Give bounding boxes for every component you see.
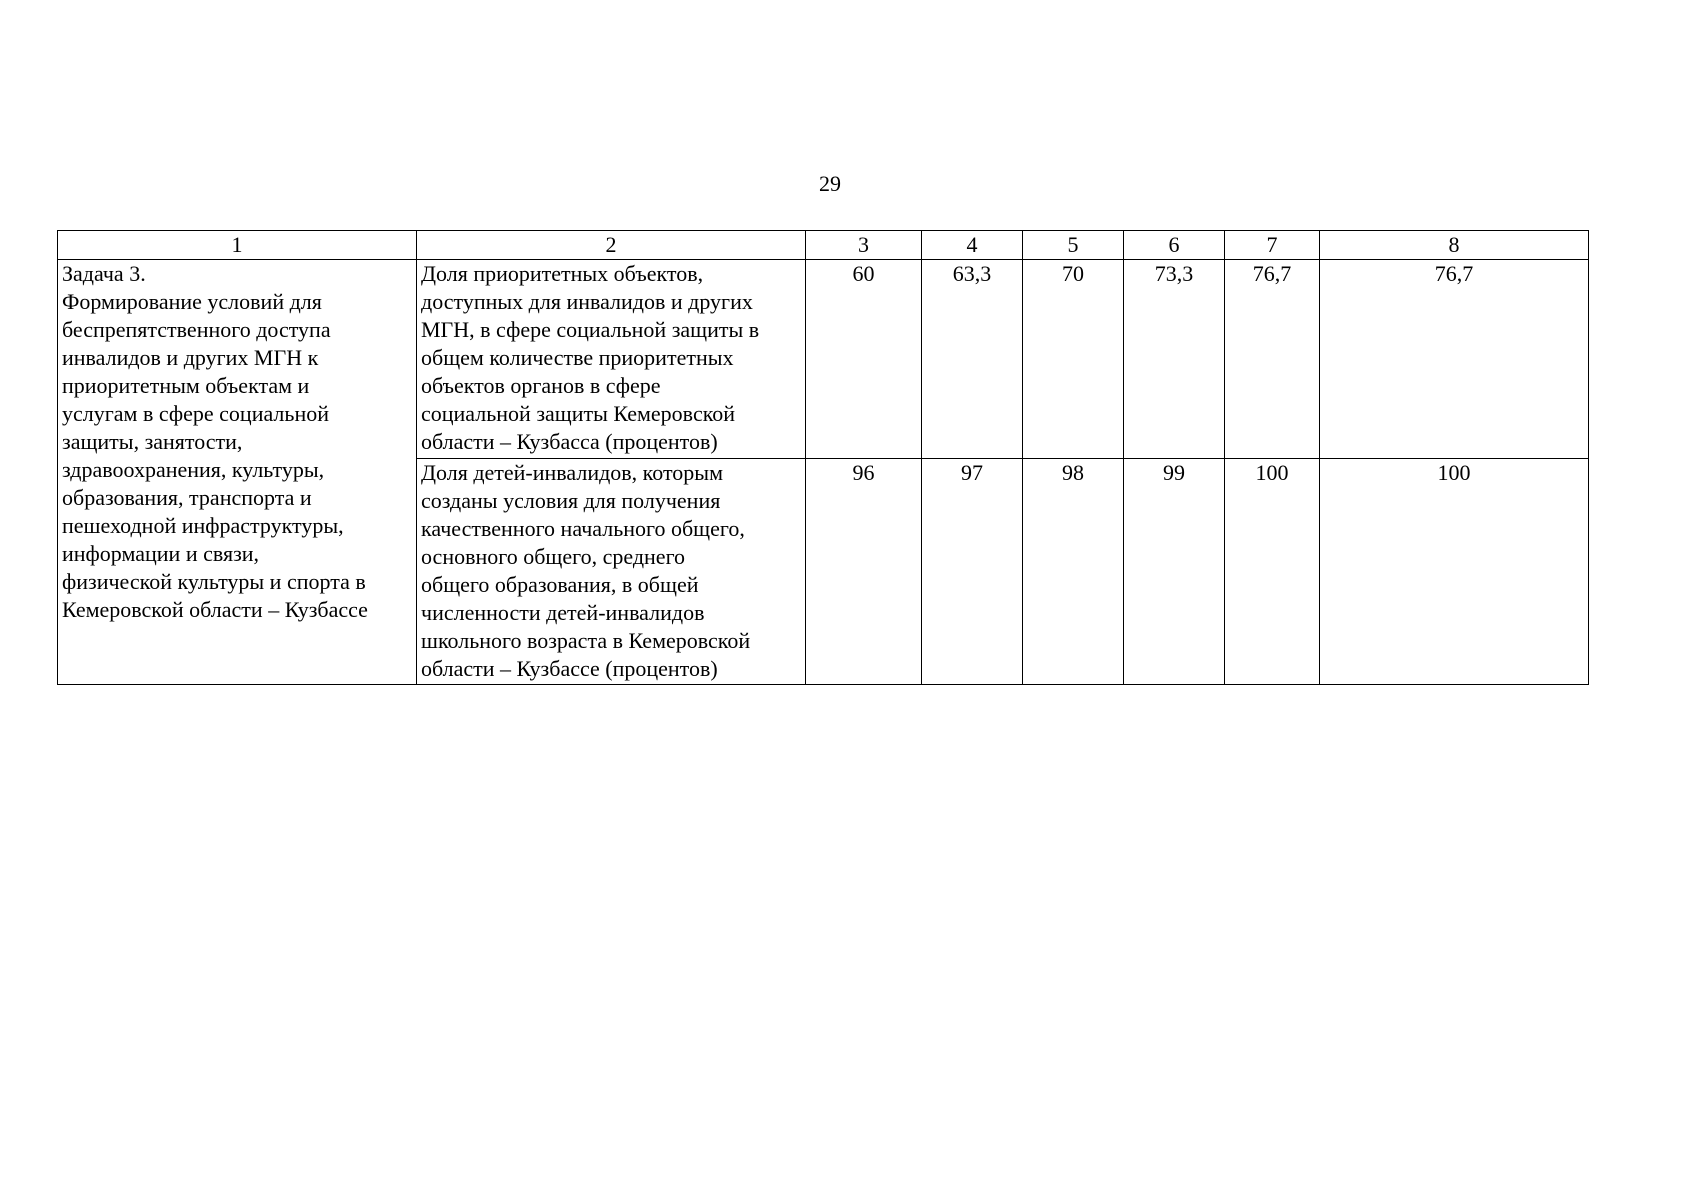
value-cell: 98 <box>1023 459 1124 685</box>
column-number-2: 2 <box>417 231 806 260</box>
table-row <box>58 260 1589 459</box>
column-number-1: 1 <box>58 231 417 260</box>
column-number-7: 7 <box>1225 231 1320 260</box>
column-number-6: 6 <box>1124 231 1225 260</box>
indicators-table <box>57 230 1589 685</box>
value-cell: 76,7 <box>1225 260 1320 459</box>
column-number-5: 5 <box>1023 231 1124 260</box>
column-number-4: 4 <box>922 231 1023 260</box>
indicator-description: Доля приоритетных объектов, доступных для инвалидов и других МГН, в сфере социальной защиты в общем количестве приоритетных объектов органов в сфере социальной защиты Кемеровской области – Кузбасса (процентов) <box>417 260 806 459</box>
value-cell: 99 <box>1124 459 1225 685</box>
value-cell: 96 <box>806 459 922 685</box>
value-cell: 63,3 <box>922 260 1023 459</box>
value-cell: 60 <box>806 260 922 459</box>
indicator-description: Доля детей-инвалидов, которым созданы условия для получения качественного начального общего, основного общего, среднего общего образования, в общей численности детей-инвалидов школьного возраста в Кемеровской области – Кузбассе (процентов) <box>417 459 806 685</box>
column-number-8: 8 <box>1320 231 1589 260</box>
value-cell: 97 <box>922 459 1023 685</box>
header-row <box>58 231 1589 260</box>
column-number-3: 3 <box>806 231 922 260</box>
page-number: 29 <box>819 171 841 196</box>
value-cell: 70 <box>1023 260 1124 459</box>
task-description: Задача 3. Формирование условий для беспрепятственного доступа инвалидов и других МГН к приоритетным объектам и услугам в сфере социальной защиты, занятости, здравоохранения, культуры, образования, транспорта и пешеходной инфраструктуры, информации и связи, физической культуры и спорта в Кемеровской области – Кузбассе <box>58 260 417 685</box>
value-cell: 76,7 <box>1320 260 1589 459</box>
value-cell: 73,3 <box>1124 260 1225 459</box>
value-cell: 100 <box>1225 459 1320 685</box>
value-cell: 100 <box>1320 459 1589 685</box>
